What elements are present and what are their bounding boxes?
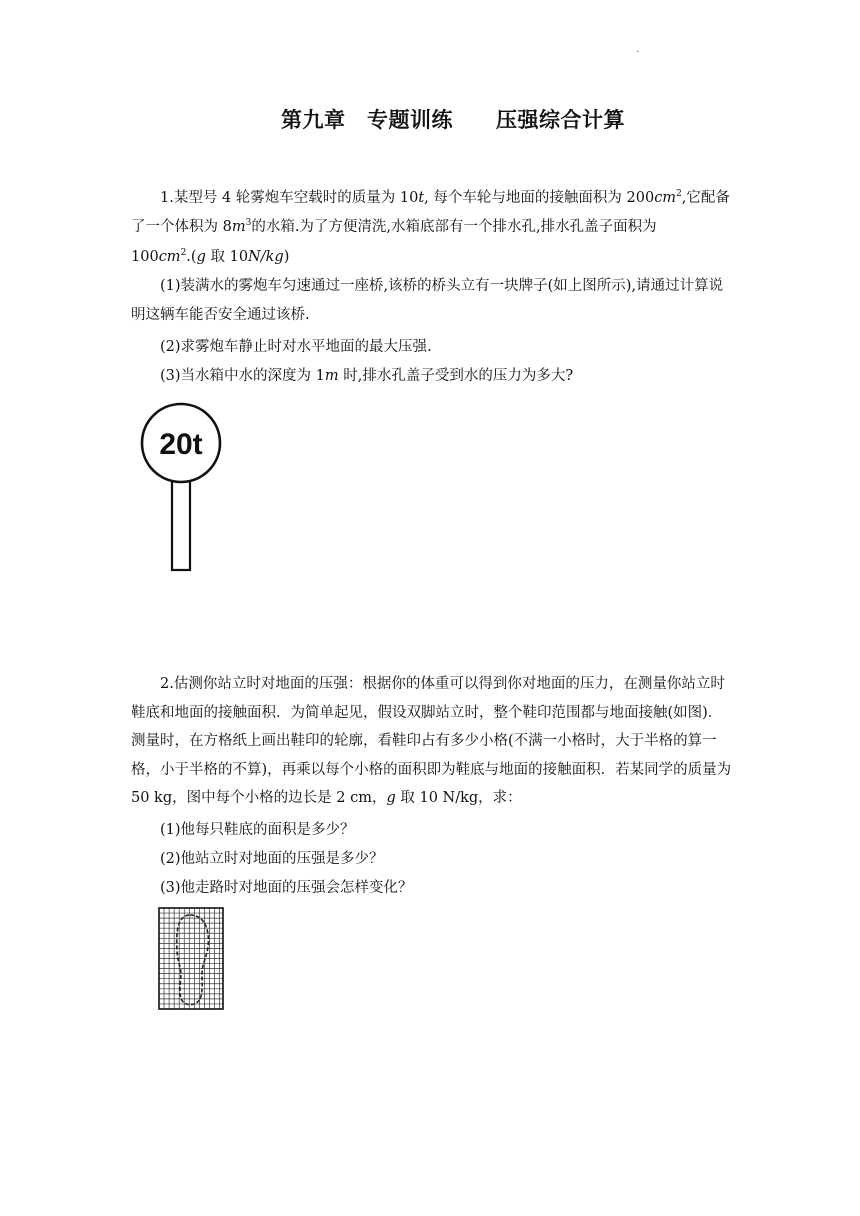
page-title: 第九章 专题训练 压强综合计算 xyxy=(281,108,625,132)
question-1-part-2: (2)求雾炮车静止时对水平地面的最大压强. xyxy=(160,339,432,355)
weight-limit-sign-figure xyxy=(136,400,236,580)
header-dot: . xyxy=(636,44,640,55)
footprint-grid-figure xyxy=(158,907,228,1013)
question-1-stem-line3: $100cm^2.(g$ 取 10N/kg) xyxy=(131,248,290,265)
question-2-part-2: (2)他站立时对地面的压强是多少？ xyxy=(160,851,384,867)
grid-paper xyxy=(159,908,223,1009)
question-1-part-3: (3)当水箱中水的深度为 1m 时,排水孔盖子受到水的压力为多大? xyxy=(160,368,574,384)
question-2-part-3: (3)他走路时对地面的压强会怎样变化？ xyxy=(160,880,413,896)
question-1-stem: 1.某型号 4 轮雾炮车空载时的质量为 10t, 每个车轮与地面的接触面积为 $200cm^2$,它配备了一个体积为 $8m^3$的水箱.为了方便清洗,水箱底部有一个排水孔,排水孔盖子面积为 xyxy=(131,189,730,235)
sign-label: 20t xyxy=(159,428,203,461)
question-2-part-1: (1)他每只鞋底的面积是多少？ xyxy=(160,822,355,838)
question-2-stem: 2.估测你站立时对地面的压强：根据你的体重可以得到你对地面的压力，在测量你站立时鞋底和地面的接触面积．为简单起见，假设双脚站立时，整个鞋印范围都与地面接触(如图)．测量时，在方格纸上画出鞋印的轮廓，看鞋印占有多少小格(不满一小格时，大于半格的算一格，小于半格的不算)，再乘以每个小格的面积即为鞋底与地面的接触面积．若某同学的质量为 50 kg，图中每个小格的边长是 2 cm，g 取 10 N/kg，求： xyxy=(131,676,732,806)
question-1-part-1: (1)装满水的雾炮车匀速通过一座桥,该桥的桥头立有一块牌子(如上图所示),请通过计算说明这辆车能否安全通过该桥. xyxy=(131,278,724,323)
sign-post xyxy=(172,480,190,570)
